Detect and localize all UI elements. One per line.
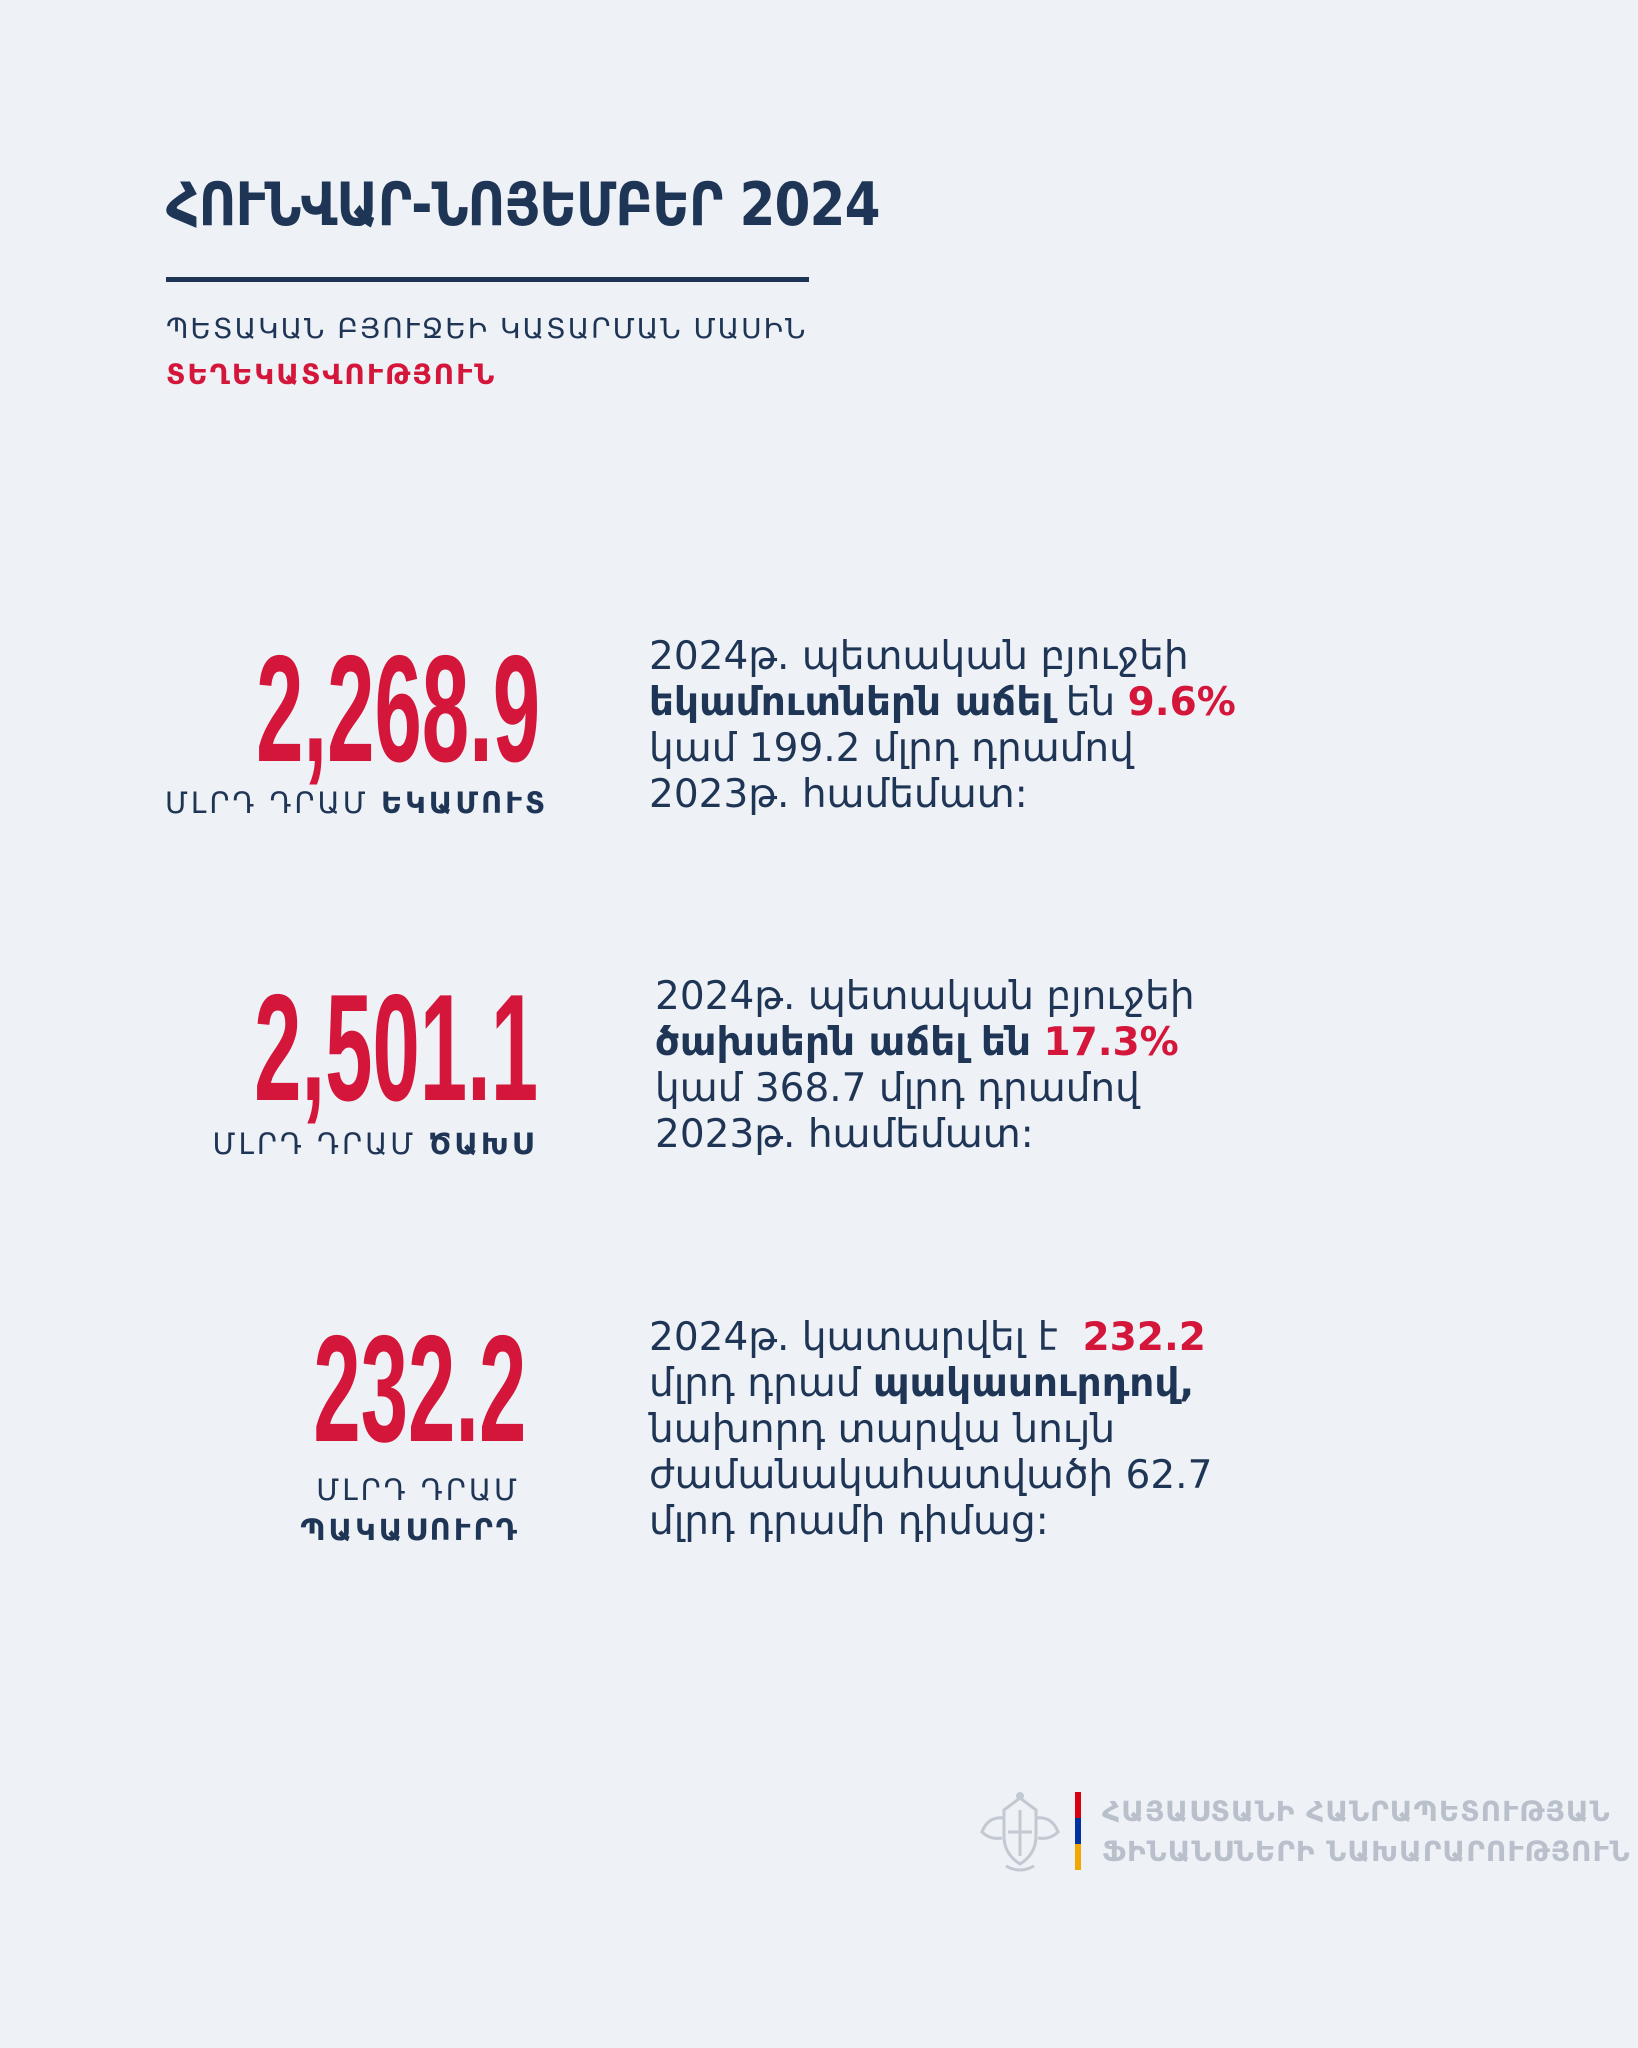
deficit-caption-label: ՊԱԿԱՍՈՒՐԴ [300, 1513, 520, 1547]
desc-line: 2024թ. պետական բյուջեի [649, 634, 1189, 679]
desc-line: 2023թ. համեմատ: [649, 772, 1028, 817]
flag-blue [1075, 1818, 1081, 1844]
deficit-caption [300, 1470, 520, 1550]
desc-amount: 232.2 [1082, 1315, 1206, 1360]
coat-of-arms-icon [976, 1788, 1064, 1876]
title-divider [166, 277, 809, 282]
revenue-caption [165, 786, 548, 820]
ministry-name [1102, 1792, 1631, 1872]
subtitle-line2: ՏԵՂԵԿԱՏՎՈՒԹՅՈՒՆ [166, 358, 497, 391]
desc-percent: 17.3% [1043, 1020, 1179, 1065]
ministry-name-line1: ՀԱՅԱՍՏԱՆԻ ՀԱՆՐԱՊԵՏՈՒԹՅԱՆ [1102, 1795, 1611, 1828]
expenditure-description [655, 974, 1195, 1158]
page-title: ՀՈՒՆՎԱՐ-ՆՈՅԵՄԲԵՐ 2024 [166, 170, 880, 240]
desc-percent: 9.6% [1127, 680, 1236, 725]
deficit-value: 232.2 [312, 1304, 526, 1474]
desc-line: 2023թ. համեմատ: [655, 1112, 1034, 1157]
desc-line: կամ 368.7 մլրդ դրամով [655, 1066, 1140, 1111]
expenditure-caption-unit: ՄԼՐԴ ԴՐԱՄ [212, 1127, 417, 1161]
expenditure-value: 2,501.1 [254, 963, 538, 1133]
desc-line: մլրդ դրամի դիմաց: [649, 1499, 1049, 1544]
desc-text: են [1053, 680, 1128, 725]
desc-bold: եկամուտներն աճել [649, 680, 1054, 725]
revenue-caption-label: ԵԿԱՄՈՒՏ [380, 786, 548, 820]
expenditure-caption [213, 1127, 536, 1161]
desc-text: 2024թ. կատարվել է [649, 1315, 1071, 1360]
ministry-name-line2: ՖԻՆԱՆՍՆԵՐԻ ՆԱԽԱՐԱՐՈՒԹՅՈՒՆ [1102, 1835, 1631, 1868]
subtitle-line1: ՊԵՏԱԿԱՆ ԲՅՈՒՋԵԻ ԿԱՏԱՐՄԱՆ ՄԱՍԻՆ [166, 312, 808, 345]
revenue-caption-unit: ՄԼՐԴ ԴՐԱՄ [164, 786, 369, 820]
desc-line [649, 1361, 1212, 1407]
desc-line: նախորդ տարվա նույն [649, 1407, 1116, 1452]
flag-orange [1075, 1844, 1081, 1870]
desc-bold: ծախսերն աճել են [655, 1020, 1032, 1065]
desc-text: մլրդ դրամ [649, 1361, 873, 1406]
armenian-flag-stripe [1075, 1792, 1081, 1870]
desc-line [649, 1315, 1212, 1361]
revenue-value: 2,268.9 [256, 624, 540, 794]
desc-line: կամ 199.2 մլրդ դրամով [649, 726, 1134, 771]
desc-line: 2024թ. պետական բյուջեի [655, 974, 1195, 1019]
desc-line: ժամանակահատվածի 62.7 [649, 1453, 1213, 1498]
expenditure-caption-label: ԾԱԽՍ [428, 1127, 536, 1161]
desc-bold: պակասուրդով, [872, 1361, 1195, 1406]
revenue-description [649, 634, 1236, 818]
desc-line [655, 1020, 1195, 1066]
desc-line [649, 680, 1236, 726]
deficit-description [649, 1315, 1212, 1545]
deficit-caption-unit: ՄԼՐԴ ԴՐԱՄ [316, 1473, 520, 1507]
flag-red [1075, 1792, 1081, 1818]
